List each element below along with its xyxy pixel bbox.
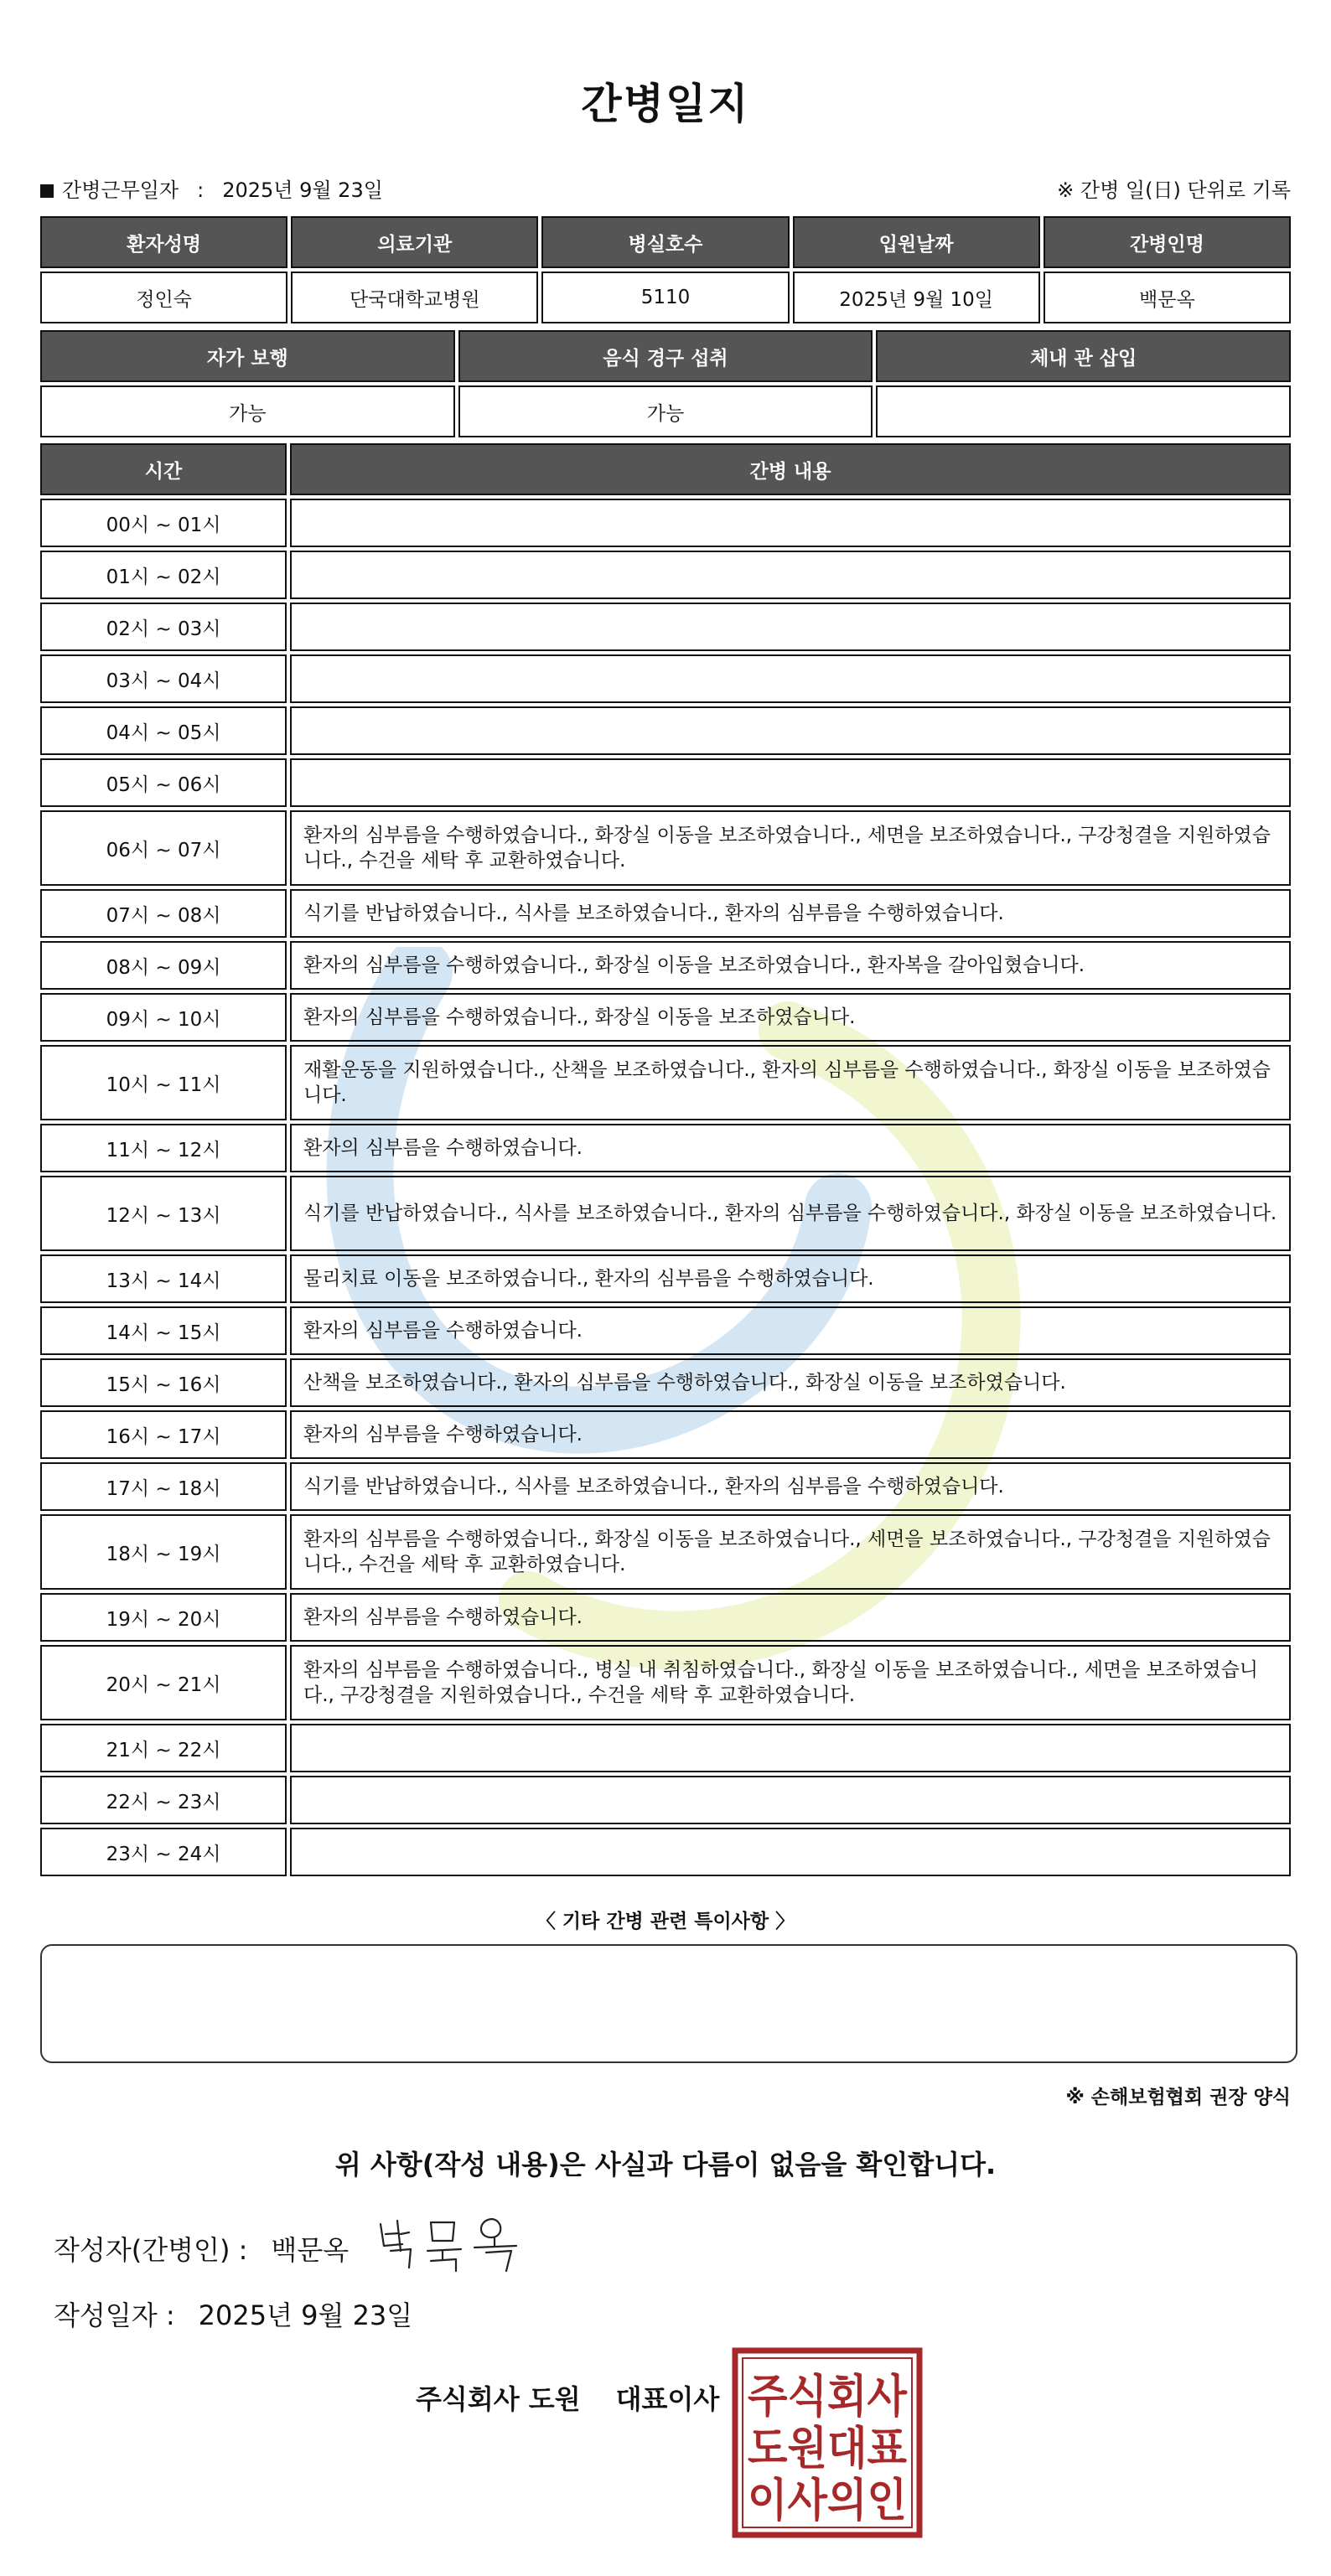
- content-cell: 환자의 심부름을 수행하였습니다., 화장실 이동을 보조하였습니다., 환자복을 갈아입혔습니다.: [290, 941, 1291, 990]
- info-value: 정인숙: [40, 272, 287, 323]
- info-value: 단국대학교병원: [291, 272, 538, 323]
- company-seal-stamp: [731, 2346, 924, 2539]
- table-row: [40, 993, 1291, 1042]
- content-cell: 환자의 심부름을 수행하였습니다.: [290, 1124, 1291, 1172]
- table-row: [40, 1593, 1291, 1642]
- time-cell: 10시 ~ 11시: [40, 1045, 287, 1120]
- writer-line: [54, 2229, 349, 2268]
- ability-value: 가능: [40, 385, 455, 437]
- time-cell: 00시 ~ 01시: [40, 499, 287, 547]
- time-cell: 18시 ~ 19시: [40, 1514, 287, 1590]
- table-row: [40, 1828, 1291, 1876]
- work-date-label: 간병근무일자: [62, 178, 179, 202]
- time-cell: 14시 ~ 15시: [40, 1306, 287, 1355]
- time-cell: 03시 ~ 04시: [40, 654, 287, 703]
- content-cell: [290, 758, 1291, 807]
- content-cell: 재활운동을 지원하였습니다., 산책을 보조하였습니다., 환자의 심부름을 수행하였습니다., 화장실 이동을 보조하였습니다.: [290, 1045, 1291, 1120]
- table-row: [40, 941, 1291, 990]
- time-cell: 04시 ~ 05시: [40, 706, 287, 755]
- content-cell: [290, 654, 1291, 703]
- written-date-value: 2025년 9월 23일: [198, 2299, 413, 2331]
- table-row: [40, 758, 1291, 807]
- patient-info-table: [37, 213, 1294, 327]
- content-cell: [290, 706, 1291, 755]
- table-row: [40, 706, 1291, 755]
- work-date-value: 2025년 9월 23일: [222, 178, 383, 202]
- company-representative: 대표이사: [615, 2383, 720, 2415]
- time-cell: 07시 ~ 08시: [40, 889, 287, 938]
- info-header: 간병인명: [1044, 216, 1291, 268]
- info-value: 5110: [541, 272, 789, 323]
- content-cell: [290, 1776, 1291, 1824]
- care-log-table: [37, 440, 1294, 1880]
- company-name: 주식회사 도원: [416, 2383, 581, 2415]
- handwritten-signature: [372, 2212, 540, 2279]
- table-row: [40, 1776, 1291, 1824]
- table-row: [40, 1410, 1291, 1459]
- ability-header: 체내 관 삽입: [876, 330, 1291, 382]
- time-cell: 12시 ~ 13시: [40, 1176, 287, 1251]
- table-row: [40, 1724, 1291, 1772]
- table-row: [40, 810, 1291, 886]
- content-cell: [290, 551, 1291, 599]
- time-cell: 02시 ~ 03시: [40, 603, 287, 651]
- company-line: [416, 2378, 719, 2417]
- content-cell: 환자의 심부름을 수행하였습니다., 화장실 이동을 보조하였습니다., 세면을 보조하였습니다., 구강청결을 지원하였습니다., 수건을 세탁 후 교환하였습니다.: [290, 810, 1291, 886]
- time-cell: 01시 ~ 02시: [40, 551, 287, 599]
- time-cell: 15시 ~ 16시: [40, 1358, 287, 1407]
- table-row: [40, 889, 1291, 938]
- table-row: [40, 551, 1291, 599]
- time-cell: 21시 ~ 22시: [40, 1724, 287, 1772]
- notes-title: 〈 기타 간병 관련 특이사항 〉: [536, 1911, 795, 1932]
- time-cell: 16시 ~ 17시: [40, 1410, 287, 1459]
- ability-header: 자가 보행: [40, 330, 455, 382]
- content-cell: 식기를 반납하였습니다., 식사를 보조하였습니다., 환자의 심부름을 수행하였습니다., 화장실 이동을 보조하였습니다.: [290, 1176, 1291, 1251]
- ability-value: [876, 385, 1291, 437]
- written-date-line: [54, 2294, 412, 2333]
- content-cell: 환자의 심부름을 수행하였습니다.: [290, 1306, 1291, 1355]
- seal-text-line: 주식회사: [748, 2370, 908, 2423]
- table-row: [40, 654, 1291, 703]
- table-row: [40, 1645, 1291, 1720]
- table-row: [40, 1045, 1291, 1120]
- time-cell: 17시 ~ 18시: [40, 1462, 287, 1511]
- info-value: 백문옥: [1044, 272, 1291, 323]
- time-cell: 23시 ~ 24시: [40, 1828, 287, 1876]
- table-row: [40, 1176, 1291, 1251]
- page-title: 간병일지: [581, 80, 750, 128]
- content-column-header: 간병 내용: [290, 443, 1291, 495]
- info-header: 입원날짜: [793, 216, 1040, 268]
- content-cell: [290, 603, 1291, 651]
- table-row: [40, 1306, 1291, 1355]
- content-cell: 환자의 심부름을 수행하였습니다., 병실 내 취침하였습니다., 화장실 이동을 보조하였습니다., 세면을 보조하였습니다., 구강청결을 지원하였습니다., 수건을 세탁 후 교환하였습니다.: [290, 1645, 1291, 1720]
- time-cell: 20시 ~ 21시: [40, 1645, 287, 1720]
- time-cell: 09시 ~ 10시: [40, 993, 287, 1042]
- content-cell: [290, 499, 1291, 547]
- time-cell: 11시 ~ 12시: [40, 1124, 287, 1172]
- time-cell: 13시 ~ 14시: [40, 1254, 287, 1303]
- content-cell: 환자의 심부름을 수행하였습니다.: [290, 1593, 1291, 1642]
- seal-text-line: 이사의인: [748, 2474, 907, 2527]
- time-cell: 22시 ~ 23시: [40, 1776, 287, 1824]
- table-row: [40, 1358, 1291, 1407]
- notes-box: [40, 1944, 1297, 2063]
- table-row: [40, 1514, 1291, 1590]
- table-row: [40, 1462, 1291, 1511]
- content-cell: 식기를 반납하였습니다., 식사를 보조하였습니다., 환자의 심부름을 수행하였습니다.: [290, 1462, 1291, 1511]
- time-cell: 06시 ~ 07시: [40, 810, 287, 886]
- writer-label: 작성자(간병인) :: [54, 2234, 248, 2266]
- table-row: [40, 1254, 1291, 1303]
- time-column-header: 시간: [40, 443, 287, 495]
- content-cell: 물리치료 이동을 보조하였습니다., 환자의 심부름을 수행하였습니다.: [290, 1254, 1291, 1303]
- work-date: 간병근무일자 : 2025년 9월 23일: [40, 173, 383, 203]
- content-cell: 환자의 심부름을 수행하였습니다., 화장실 이동을 보조하였습니다., 세면을 보조하였습니다., 구강청결을 지원하였습니다., 수건을 세탁 후 교환하였습니다.: [290, 1514, 1291, 1590]
- content-cell: 환자의 심부름을 수행하였습니다., 화장실 이동을 보조하였습니다.: [290, 993, 1291, 1042]
- table-row: [40, 499, 1291, 547]
- table-row: [40, 1124, 1291, 1172]
- table-row: [40, 603, 1291, 651]
- info-header: 환자성명: [40, 216, 287, 268]
- time-cell: 05시 ~ 06시: [40, 758, 287, 807]
- info-header: 병실호수: [541, 216, 789, 268]
- seal-text-line: 도원대표: [748, 2422, 907, 2475]
- content-cell: 식기를 반납하였습니다., 식사를 보조하였습니다., 환자의 심부름을 수행하였습니다.: [290, 889, 1291, 938]
- ability-value: 가능: [458, 385, 873, 437]
- form-source-note: ※ 손해보험협회 권장 양식: [1065, 2087, 1291, 2108]
- written-date-label: 작성일자 :: [54, 2299, 175, 2331]
- info-value: 2025년 9월 10일: [793, 272, 1040, 323]
- patient-ability-table: [37, 327, 1294, 441]
- confirmation-statement: 위 사항(작성 내용)은 사실과 다름이 없음을 확인합니다.: [334, 2149, 997, 2180]
- time-cell: 19시 ~ 20시: [40, 1593, 287, 1642]
- content-cell: [290, 1828, 1291, 1876]
- content-cell: [290, 1724, 1291, 1772]
- time-cell: 08시 ~ 09시: [40, 941, 287, 990]
- content-cell: 환자의 심부름을 수행하였습니다.: [290, 1410, 1291, 1459]
- unit-note: ※ 간병 일(日) 단위로 기록: [1057, 178, 1291, 202]
- ability-header: 음식 경구 섭취: [458, 330, 873, 382]
- writer-name: 백문옥: [271, 2234, 350, 2266]
- info-header: 의료기관: [291, 216, 538, 268]
- content-cell: 산책을 보조하였습니다., 환자의 심부름을 수행하였습니다., 화장실 이동을 보조하였습니다.: [290, 1358, 1291, 1407]
- square-bullet-icon: [40, 184, 54, 198]
